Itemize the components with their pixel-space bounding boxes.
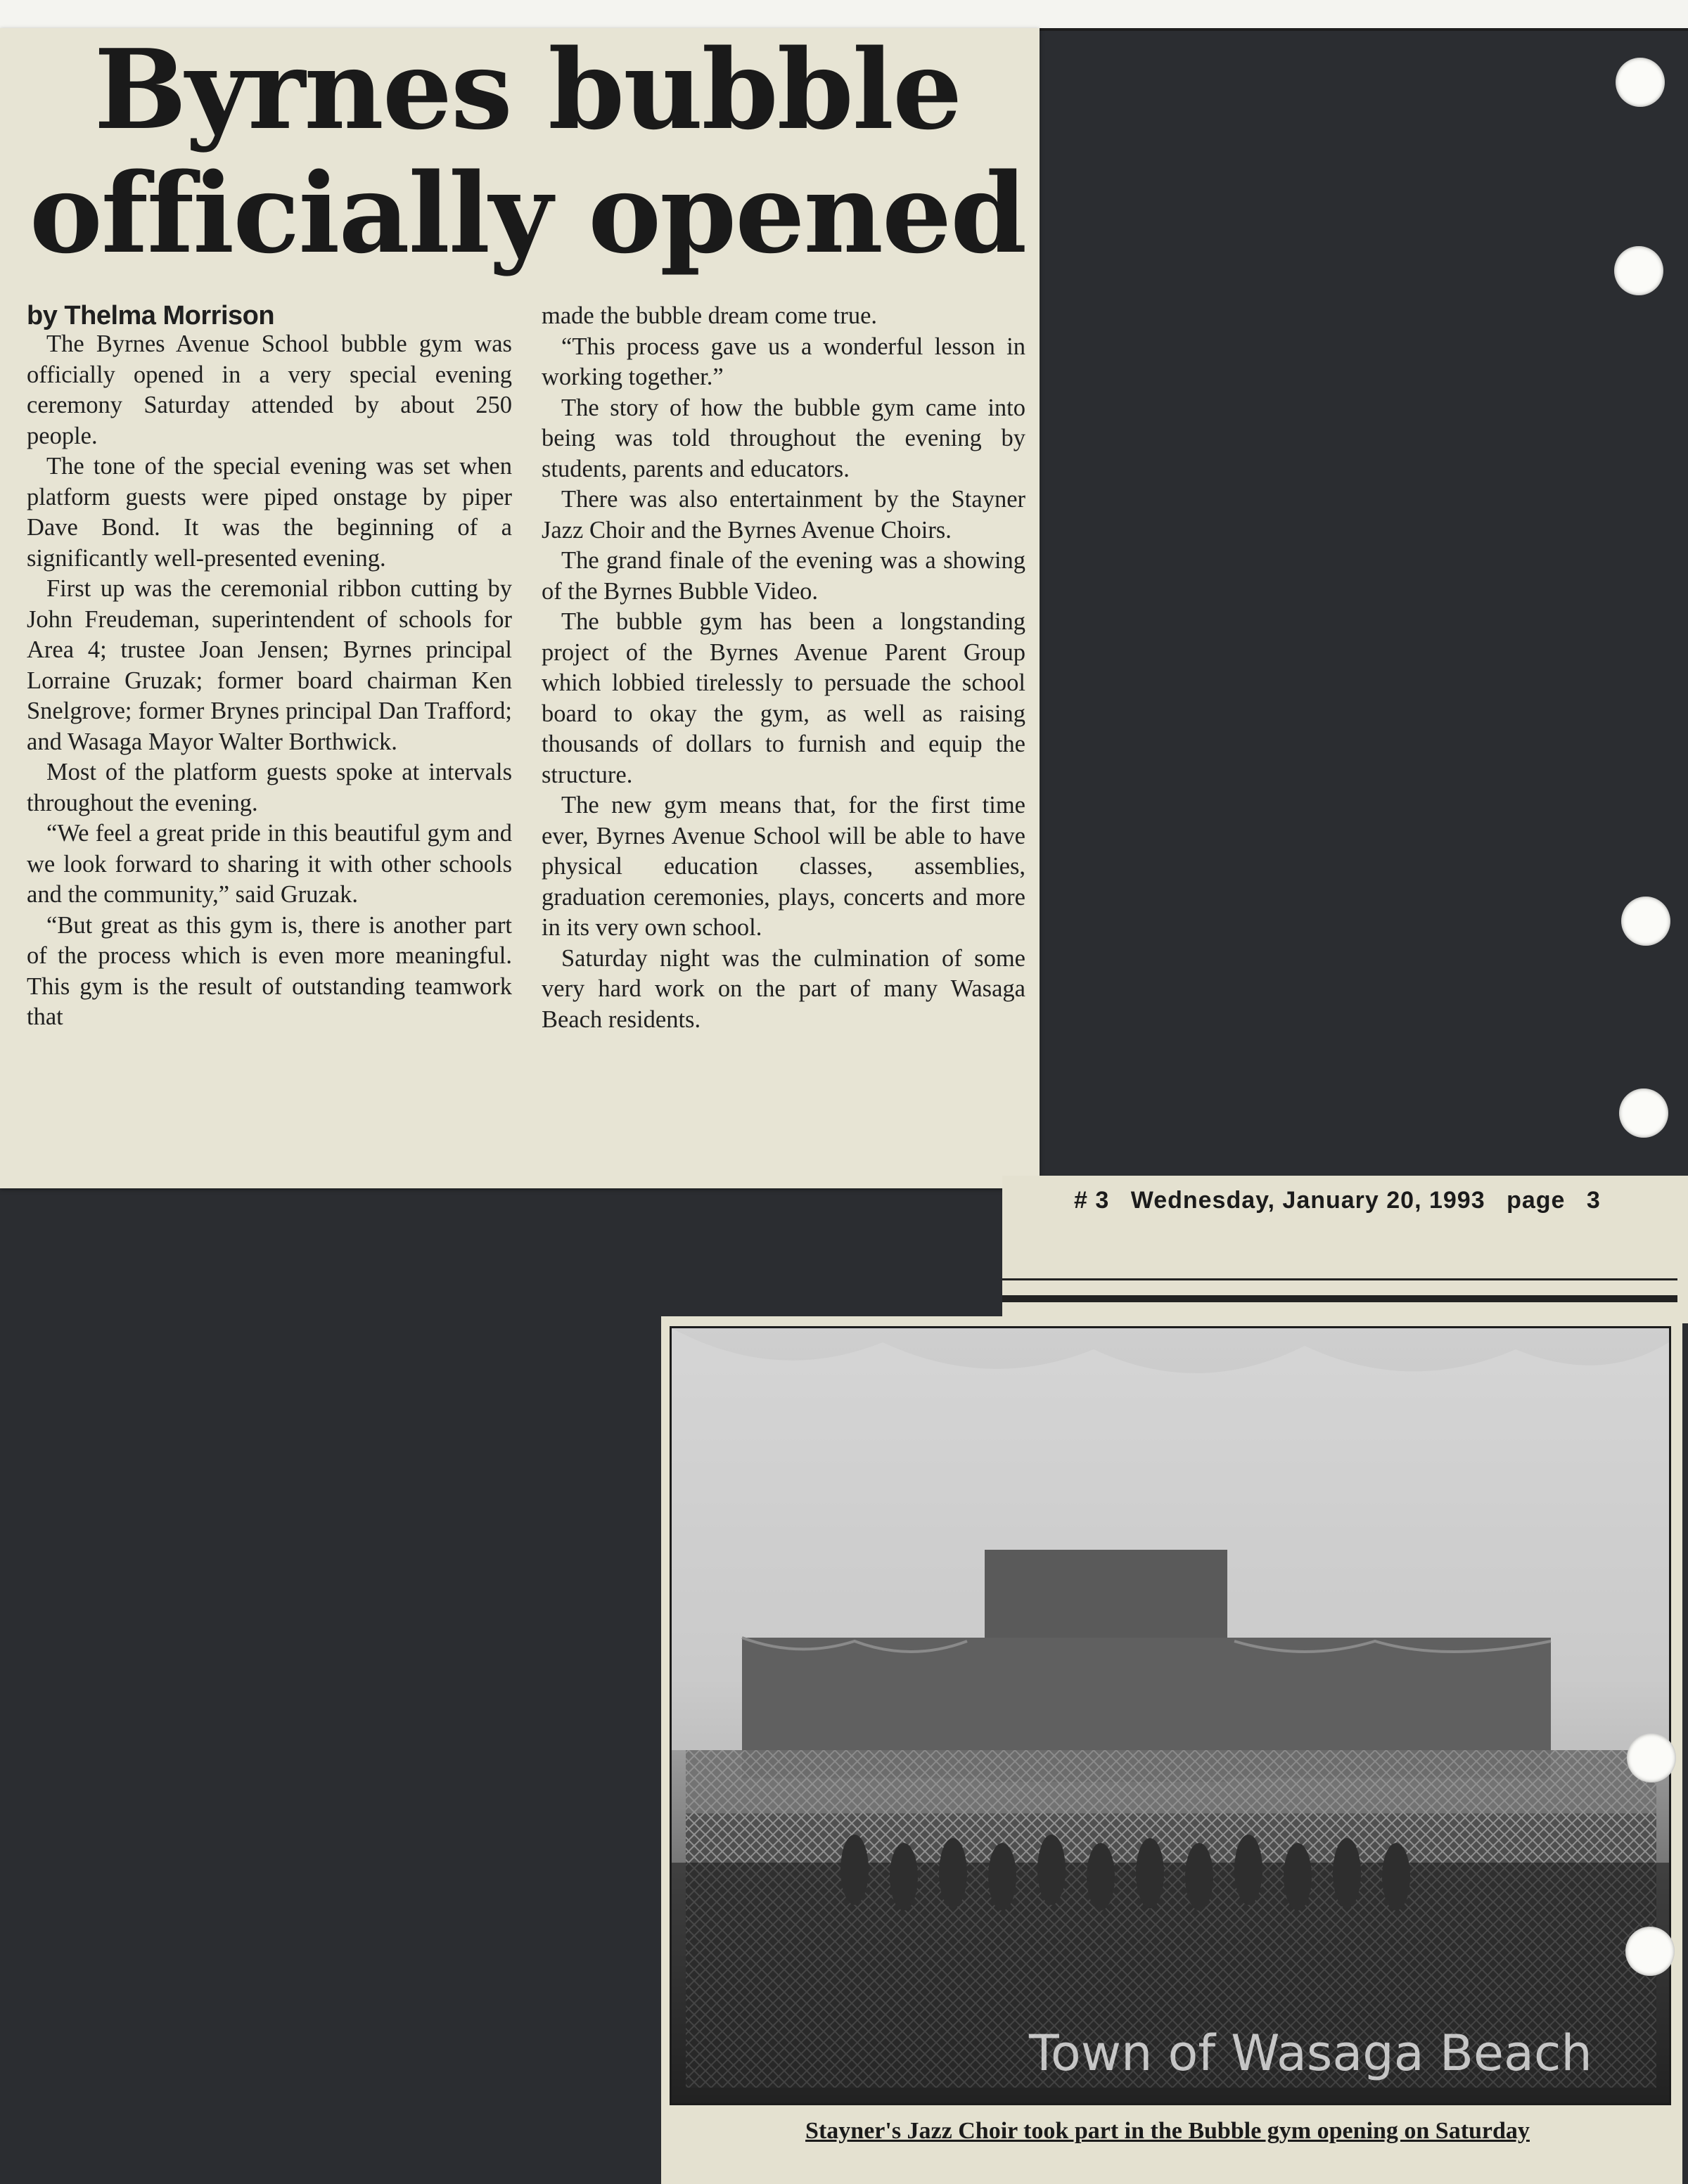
headline-line-1: Byrnes bubble	[94, 25, 961, 154]
page-word: page	[1507, 1187, 1566, 1214]
article-column-left	[27, 329, 512, 1033]
binder-hole	[1616, 58, 1665, 107]
header-rule-thin	[1002, 1278, 1677, 1280]
page-number: 3	[1586, 1187, 1601, 1214]
paragraph: First up was the ceremonial ribbon cutting by John Freudeman, superintendent of schools for Area 4; trustee Joan Jensen; Byrnes principal Lorraine Gruzak; former board chairman Ken Snelgrove; former Brynes principal Dan Trafford; and Wasaga Mayor Walter Borthwick.	[27, 575, 512, 755]
binder-hole	[1614, 246, 1663, 295]
paragraph: “We feel a great pride in this beautiful gym and we look forward to sharing it with other schools and the community,” said Gruzak.	[27, 820, 512, 908]
headline	[21, 25, 1034, 278]
byline: by Thelma Morrison	[27, 301, 275, 330]
choir-photo-image	[672, 1328, 1669, 2103]
issue-number: # 3	[1074, 1187, 1110, 1214]
paragraph: The grand finale of the evening was a showing of the Byrnes Bubble Video.	[542, 547, 1025, 605]
binder-hole	[1627, 1733, 1676, 1782]
header-rule-thick	[1002, 1295, 1677, 1302]
binder-hole	[1621, 897, 1670, 946]
paragraph: “This process gave us a wonderful lesson in working together.”	[542, 333, 1025, 390]
date-line	[1074, 1187, 1672, 1214]
headline-line-2: officially opened	[29, 149, 1026, 278]
paragraph: There was also entertainment by the Stayner Jazz Choir and the Byrnes Avenue Choirs.	[542, 486, 1025, 544]
photo-caption: Stayner's Jazz Choir took part in the Bubble gym opening on Saturday	[805, 2118, 1530, 2144]
paragraph: The tone of the special evening was set when platform guests were piped onstage by piper Dave Bond. It was the beginning of a significantly well-presented evening.	[27, 453, 512, 572]
binder-hole	[1619, 1088, 1668, 1138]
paragraph: “But great as this gym is, there is another part of the process which is even more meaningful. This gym is the result of outstanding teamwork that	[27, 911, 512, 1030]
paragraph: The new gym means that, for the first time ever, Byrnes Avenue School will be able to have physical education classes, assemblies, graduation ceremonies, plays, concerts and more in its very own school.	[542, 792, 1025, 941]
paragraph: Most of the platform guests spoke at intervals throughout the evening.	[27, 759, 512, 816]
article-column-right	[542, 301, 1025, 1035]
photo-clipping	[661, 1316, 1682, 2184]
paragraph: Saturday night was the culmination of some very hard work on the part of many Wasaga Beach residents.	[542, 944, 1025, 1033]
paragraph: The Byrnes Avenue School bubble gym was officially opened in a very special evening ceremony Saturday attended by about 250 people.	[27, 330, 512, 449]
paragraph-continuation: made the bubble dream come true.	[542, 302, 878, 329]
watermark-town-of-wasaga-beach: Town of Wasaga Beach	[1029, 2024, 1592, 2082]
paragraph: The bubble gym has been a longstanding project of the Byrnes Avenue Parent Group which lobbied tirelessly to persuade the school board to okay the gym, as well as raising thousands of dollars to furnish and equip the structure.	[542, 608, 1025, 788]
binder-hole	[1625, 1927, 1675, 1976]
newspaper-header-clipping	[1002, 1176, 1688, 1323]
issue-date: Wednesday, January 20, 1993	[1130, 1187, 1485, 1214]
paragraph: The story of how the bubble gym came into being was told throughout the evening by students, parents and educators.	[542, 394, 1025, 482]
article-clipping	[0, 25, 1040, 1188]
choir-photo	[670, 1326, 1671, 2105]
